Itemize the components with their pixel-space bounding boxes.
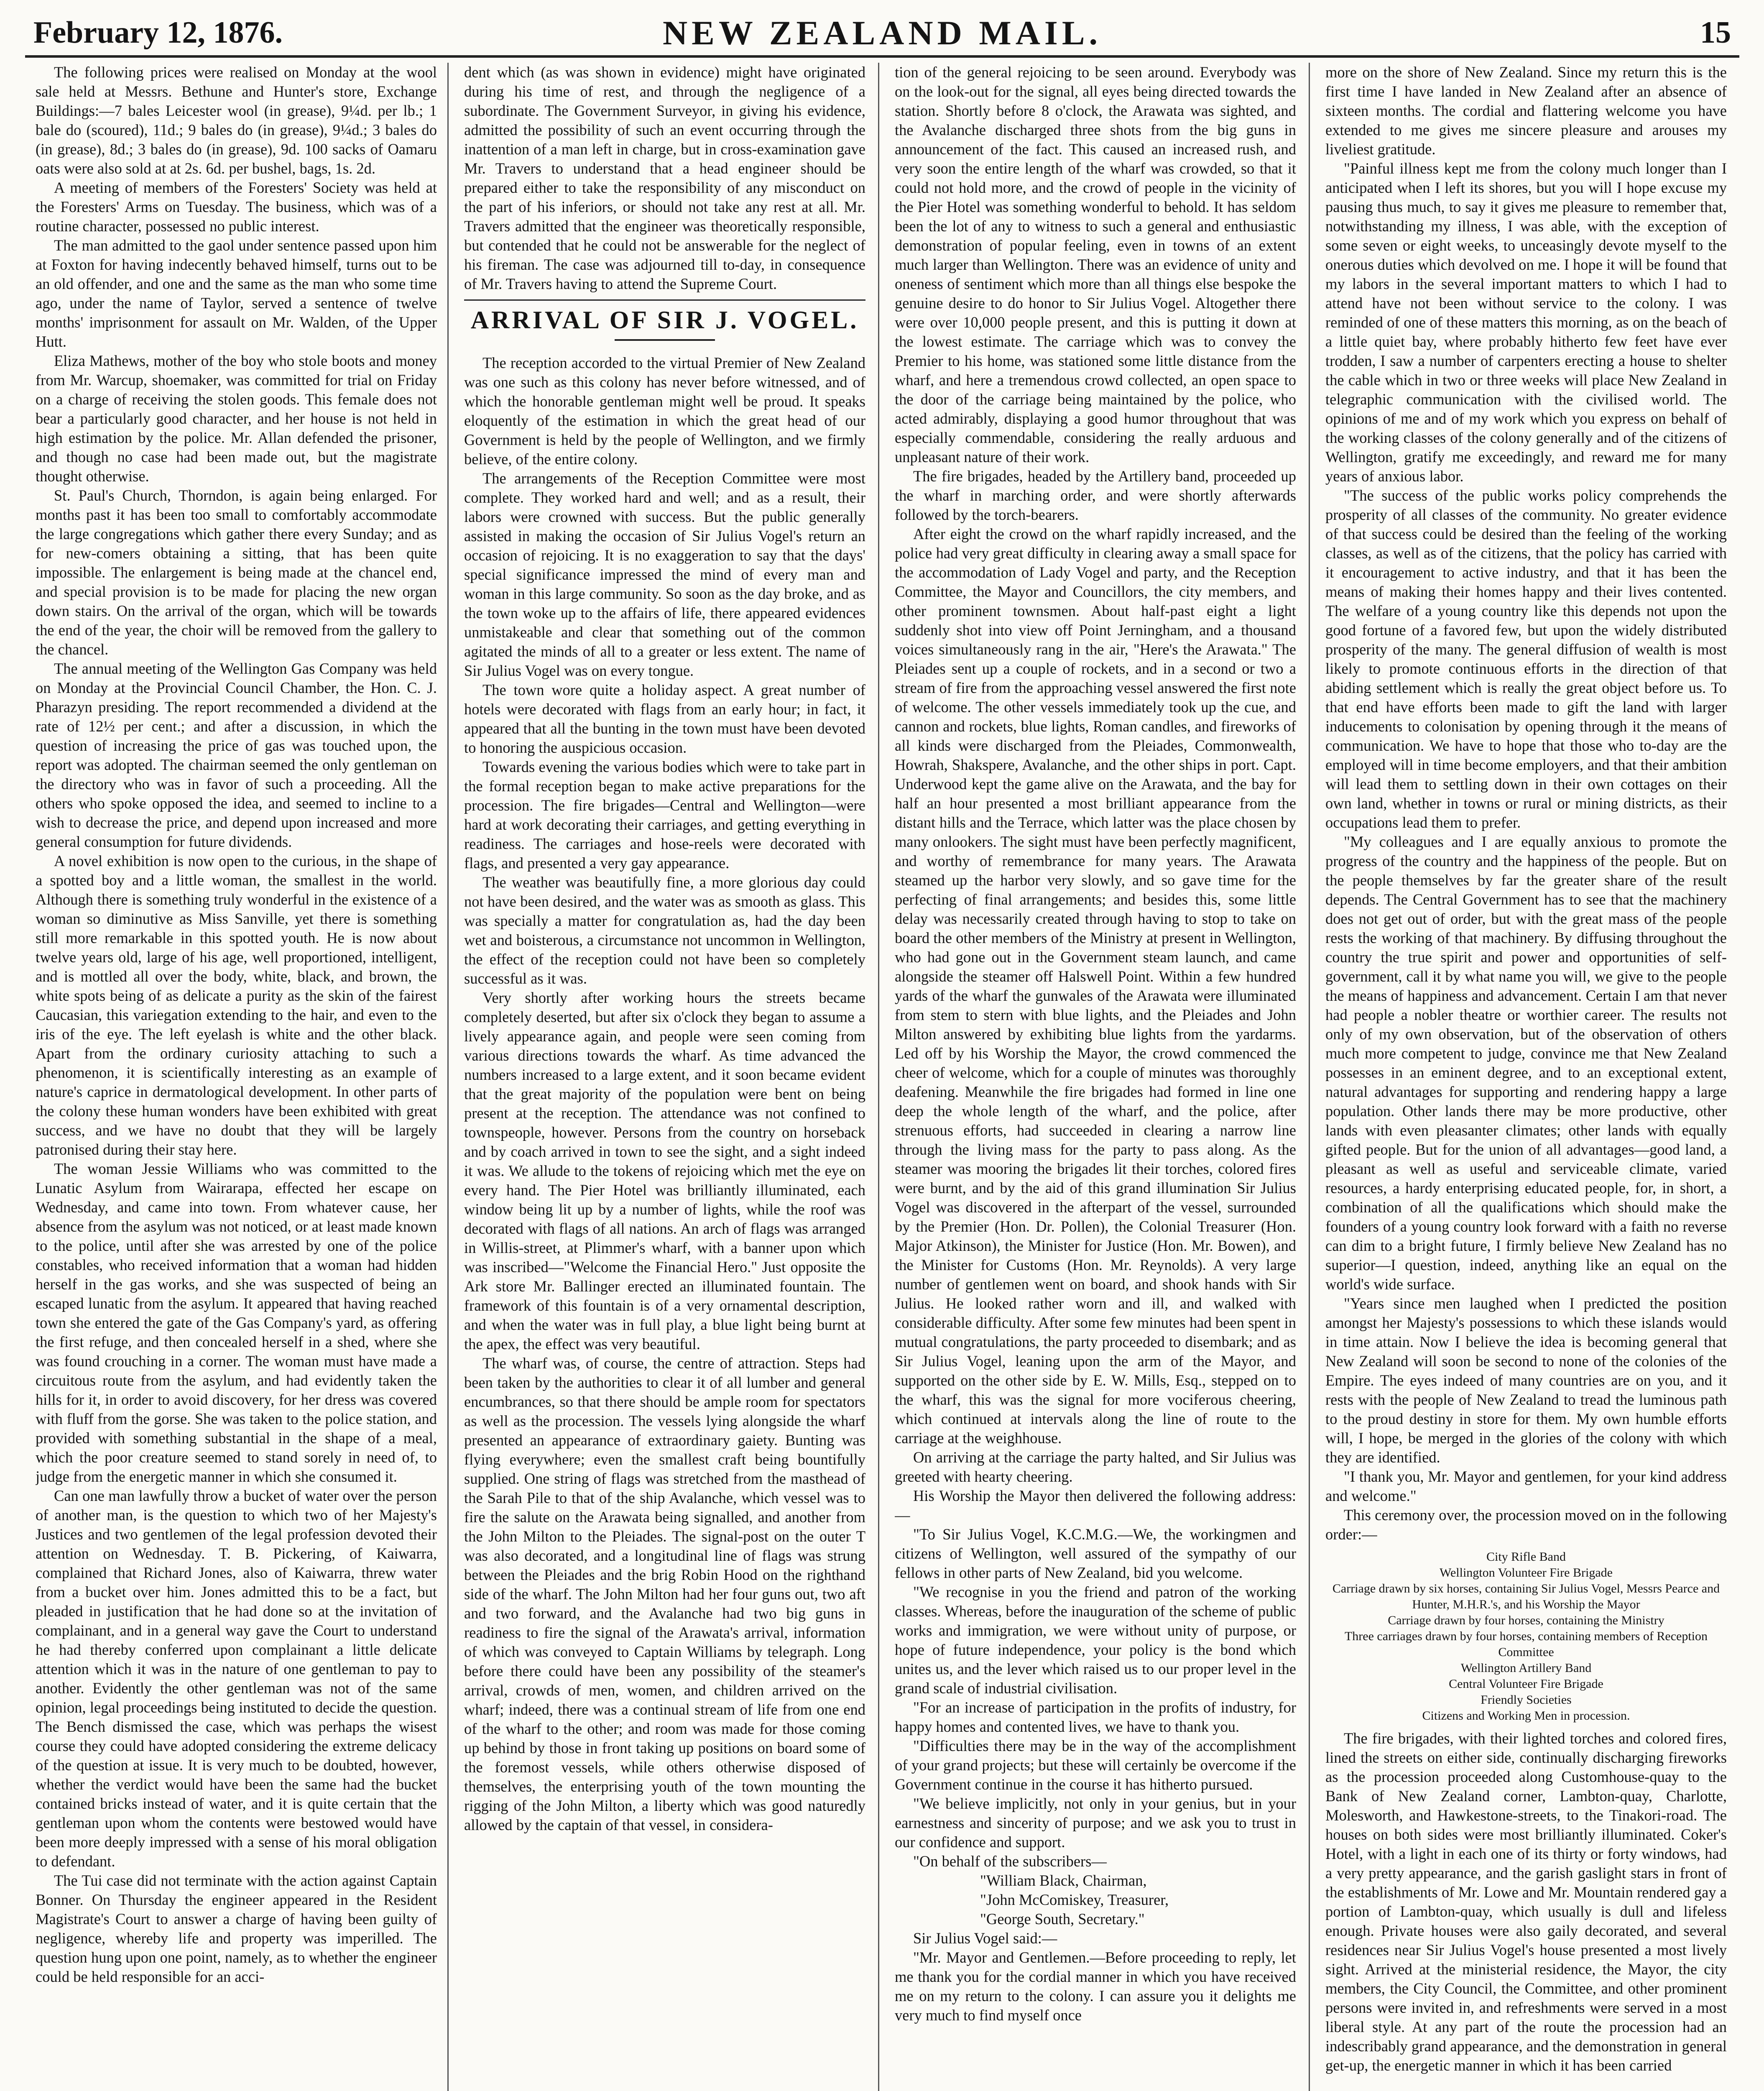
procession-item: Friendly Societies: [1481, 1693, 1572, 1707]
procession-item: City Rifle Band: [1486, 1550, 1566, 1564]
article-paragraph: St. Paul's Church, Thorndon, is again being enlarged. For months past it has been too small to comfortably accommodate the large congregations which gather there every Sunday; and as for new-comers obtaining a sitting, that has been quite impossible. The enlargement is being made at the chancel end, and special provision is to be made for placing the new organ down stairs. On the arrival of the organ, which will be towards the end of the year, the choir will be removed from the gallery to the chancel.: [36, 487, 437, 658]
article-paragraph: Sir Julius Vogel said:—: [913, 1930, 1057, 1947]
column-rule: [878, 63, 879, 2091]
article-paragraph: "Years since men laughed when I predicted the position amongst her Majesty's possessions to which these islands would in time attain. Now I believe the idea is becoming general that New Zealand will soon be second to none of the colonies of the Empire. The eyes indeed of many countries are on you, and it rests with the people of New Zealand to tread the luminous path to the proud destiny in store for them. My own humble efforts will, I hope, be merged in the glories of the colony with which they are identified.: [1325, 1295, 1727, 1466]
article-paragraph: The weather was beautifully fine, a more glorious day could not have been desired, and the water was as smooth as glass. This was specially a matter for congratulation as, had the day been wet and boisterous, a circumstance not uncommon in Wellington, the effect of the reception could not have been so completely successful as it was.: [464, 874, 865, 987]
procession-item: Carriage drawn by four horses, containing the Ministry: [1388, 1613, 1664, 1627]
article-paragraph: "Difficulties there may be in the way of the accomplishment of your grand projects; but these will certainly be overcome if the Government continue in the course it has hitherto pursued.: [895, 1737, 1296, 1793]
procession-item: Wellington Artillery Band: [1460, 1661, 1592, 1675]
headline-rule: [615, 339, 715, 341]
article-paragraph: The fire brigades, headed by the Artillery band, proceeded up the wharf in marching order, and were shortly afterwards followed by the torch-bearers.: [895, 468, 1296, 523]
procession-item: Citizens and Working Men in procession.: [1422, 1709, 1630, 1723]
signatory: "William Black, Chairman,: [980, 1872, 1147, 1889]
article-paragraph: His Worship the Mayor then delivered the following address:—: [895, 1487, 1296, 1524]
article-paragraph: "On behalf of the subscribers—: [913, 1853, 1107, 1870]
column-3: [895, 63, 1296, 2091]
article-paragraph: The fire brigades, with their lighted torches and colored fires, lined the streets on either side, continually discharging fireworks as the procession proceeded along Customhouse-quay to the Bank of New Zealand corner, Lambton-quay, Charlotte, Molesworth, and Hawkestone-streets, to the Tinakori-road. The houses on both sides were most brilliantly illuminated. Coker's Hotel, with a light in each one of its thirty or forty windows, had a very pretty appearance, and the garish gaslight stars in front of the establishments of Mr. Lowe and Mr. Mountain rendered gay a portion of Lambton-quay, which usually is dull and lifeless enough. Private houses were also gaily decorated, and several residences near Sir Julius Vogel's house presented a most lively sight. Arrived at the ministerial residence, the Mayor, the city members, the City Council, the Committee, and other prominent persons were invited in, and refreshments were served in a most liberal style. At any part of the route the procession had an indescribably grand appearance, and the demonstration in general get-up, the energetic manner in which it has been carried: [1325, 1730, 1727, 2074]
article-paragraph: The arrangements of the Reception Committee were most complete. They worked hard and well; and as a result, their labors were crowned with success. But the public generally assisted in making the occasion of Sir Julius Vogel's return an occasion of rejoicing. It is no exaggeration to say that the days' special significance impressed the mind of every man and woman in this large community. So soon as the day broke, and as the town woke up to the affairs of life, there appeared evidences unmistakeable and clear that something out of the common agitated the minds of all to a greater or less extent. The name of Sir Julius Vogel was on every tongue.: [464, 470, 865, 679]
article-paragraph: "Mr. Mayor and Gentlemen.—Before proceeding to reply, let me thank you for the cordial manner in which you have received me on my return to the colony. I can assure you it delights me very much to find myself once: [895, 1949, 1296, 2024]
article-paragraph: Eliza Mathews, mother of the boy who stole boots and money from Mr. Warcup, shoemaker, was committed for trial on Friday on a charge of receiving the stolen goods. This female does not bear a particularly good character, and her house is not held in high estimation by the police. Mr. Allan defended the prisoner, and though no case had been made out, but the magistrate thought otherwise.: [36, 352, 437, 485]
article-paragraph: "We believe implicitly, not only in your genius, but in your earnestness and sincerity of purpose; and we ask you to trust in our confidence and support.: [895, 1795, 1296, 1851]
article-paragraph: Towards evening the various bodies which were to take part in the formal reception began to make active preparations for the procession. The fire brigades—Central and Wellington—were hard at work decorating their carriages, and getting everything in readiness. The carriages and hose-reels were decorated with flags, and presented a very gay appearance.: [464, 758, 865, 872]
signatory: "John McComiskey, Treasurer,: [980, 1891, 1169, 1908]
column-rule: [1309, 63, 1310, 2091]
article-paragraph: "We recognise in you the friend and patron of the working classes. Whereas, before the inauguration of the scheme of public works and immigration, we were without unity of purpose, or hope of future independence, your policy is the bond which unites us, and the lever which raised us to our proper level in the grand scale of industrial civilisation.: [895, 1583, 1296, 1697]
masthead-title: NEW ZEALAND MAIL.: [662, 14, 1102, 52]
article-paragraph: The reception accorded to the virtual Premier of New Zealand was one such as this colony has never before witnessed, and of which the honorable gentleman might well be proud. It speaks eloquently of the estimation in which the great head of our Government is held by the people of Wellington, and we firmly believe, of the entire colony.: [464, 354, 865, 468]
column-4: [1325, 63, 1727, 2091]
article-paragraph: Can one man lawfully throw a bucket of water over the person of another man, is the question to which two of her Majesty's Justices and two gentlemen of the legal profession devoted their attention on Wednesday. T. B. Pickering, of Kaiwarra, complained that Richard Jones, also of Kaiwarra, threw water from a bucket over him. Jones admitted this to be a fact, but pleaded in justification that he had done so at the invitation of complainant, and in a general way gave the Court to understand he had thereby conferred upon complainant a little delicate attention which it was in the nature of one gentleman to pay to another. Evidently the other gentleman was not of the same opinion, legal proceedings being instituted to decide the question. The Bench dismissed the case, which was perhaps the wisest course they could have adopted considering the extreme delicacy of the question at issue. It is very much to be doubted, however, whether the verdict would have been the same had the bucket contained bricks instead of water, and it is quite certain that the gentleman upon whom the contents were bestowed would have been more deeply impressed with a sense of his moral obligation to defendant.: [36, 1487, 437, 1870]
article-paragraph: The woman Jessie Williams who was committed to the Lunatic Asylum from Wairarapa, effected her escape on Wednesday, and came into town. From whatever cause, her absence from the asylum was not noticed, or at least made known to the police, until after she was arrested by one of the police constables, who received information that a woman had hidden herself in the gas works, and she was suspected of being an escaped lunatic from the asylum. It appeared that having reached town she entered the gate of the Gas Company's yard, as offering the first refuge, and then concealed herself in a shed, where she was found crouching in a corner. The woman must have made a circuitous route from the asylum, and had evidently taken the hills for it, in order to avoid discovery, for her dress was covered with fluff from the gorse. She was taken to the police station, and provided with something substantial in the shape of a meal, which the poor creature seemed to stand sorely in need of, to judge from the energetic manner in which she consumed it.: [36, 1160, 437, 1485]
article-paragraph: The wharf was, of course, the centre of attraction. Steps had been taken by the authorities to clear it of all lumber and general encumbrances, so that there should be ample room for spectators as well as the procession. The vessels lying alongside the wharf presented an appearance of extraordinary gaiety. Bunting was flying everywhere; even the smallest craft being bountifully supplied. One string of flags was stretched from the masthead of the Sarah Pile to that of the ship Avalanche, which vessel was to fire the salute on the Arawata being signalled, and another from the John Milton to the Pleiades. The signal-post on the outer T was also decorated, and a longitudinal line of flags was strung between the Pleiades and the brig Robin Hood on the righthand side of the wharf. The John Milton had her four guns out, two aft and two forward, and the Avalanche had two big guns in readiness to fire the signal of the Arawata's arrival, information of which was conveyed to Captain Williams by telegraph. Long before there could have been any possibility of the steamer's arrival, crowds of men, women, and children arrived on the wharf; indeed, there was a continual stream of life from one end of the wharf to the other; and room was made for those coming up behind by those in front taking up positions on board some of the foremost vessels, while others otherwise disposed of themselves, the enterprising youth of the town mounting the rigging of the John Milton, a liberty which was good naturedly allowed by the captain of that vessel, in considera-: [464, 1355, 865, 1833]
article-paragraph: "Painful illness kept me from the colony much longer than I anticipated when I left its shores, but you will I hope excuse my pausing thus much, to say it gives me pleasure to remember that, notwithstanding my illness, I was able, with the exception of some seven or eight weeks, to unceasingly devote myself to the onerous duties which devolved on me. I hope it will be found that my labors in the several important matters to which I had to attend have not been without service to the colony. I was reminded of one of these matters this morning, as on the beach of a little quiet bay, where probably hitherto few feet have ever trodden, I saw a number of carpenters erecting a house to shelter the cable which in two or three weeks will place New Zealand in telegraphic communication with the civilised world. The opinions of me and of my work which you express on behalf of the working classes of the colony generally and of the citizens of Wellington, gratify me exceedingly, and reward me for many years of anxious labor.: [1325, 160, 1727, 485]
article-paragraph: The town wore quite a holiday aspect. A great number of hotels were decorated with flags from an early hour; in fact, it appeared that all the bunting in the town must have been devoted to honoring the auspicious occasion.: [464, 681, 865, 756]
article-paragraph: tion of the general rejoicing to be seen around. Everybody was on the look-out for the signal, all eyes being directed towards the station. Shortly before 8 o'clock, the Arawata was sighted, and the Avalanche discharged three shots from the big guns in announcement of the fact. This caused an increased rush, and very soon the entire length of the wharf was crowded, so that it could not hold more, and the crowd of people in the vicinity of the Pier Hotel was something wonderful to behold. It has seldom been the lot of any to witness to such a general and enthusiastic demonstration of popular feeling, even in towns of an extent much larger than Wellington. There was an evidence of unity and oneness of sentiment which more than all things else bespoke the genuine desire to do honor to Sir Julius Vogel. Altogether there were over 10,000 people present, and this is putting it down at the lowest estimate. The carriage which was to convey the Premier to his home, was stationed some little distance from the wharf, and here a tremendous crowd collected, an open space to the door of the carriage being maintained by the police, who acted admirably, displaying a good humor throughout that was especially commendable, considering the really arduous and unpleasant nature of their work.: [895, 64, 1296, 465]
section-divider: [464, 299, 865, 301]
article-paragraph: The man admitted to the gaol under sentence passed upon him at Foxton for having indecently behaved himself, turns out to be an old offender, and one and the same as the man who some time ago, under the name of Taylor, served a sentence of twelve months' imprisonment for assault on Mr. Walden, of the Upper Hutt.: [36, 237, 437, 350]
article-paragraph: After eight the crowd on the wharf rapidly increased, and the police had very great difficulty in clearing away a small space for the accommodation of Lady Vogel and party, and the Reception Committee, the Mayor and Councillors, the city members, and other prominent townsmen. About half-past eight a light suddenly shot into view off Point Jerningham, and a thousand voices simultaneously rang in the air, "Here's the Arawata." The Pleiades sent up a couple of rockets, and in a second or two a stream of fire from the approaching vessel answered the first note of welcome. The other vessels immediately took up the cue, and cannon and rockets, blue lights, Roman candles, and fireworks of all kinds were discharged from the Pleiades, Commonwealth, Howrah, Shakspere, Avalanche, and the other ships in port. Capt. Underwood kept the game alive on the Arawata, and the bay for half an hour presented a most brilliant appearance from the distant hills and the Terrace, which latter was the place chosen by many onlookers. The sight must have been perfectly magnificent, and worthy of remembrance for many years. The Arawata steamed up the harbor very slowly, and so gave time for the perfecting of final arrangements; and besides this, some little delay was necessarily created through having to stop to take on board the other members of the Ministry at present in Wellington, who had gone out in the Government steam launch, and came alongside the steamer off Halswell Point. Within a few hundred yards of the wharf the gunwales of the Arawata were illuminated from stem to stern with blue lights, and the Pleiades and John Milton answered by exhibiting blue lights from the yardarms. Led off by his Worship the Mayor, the crowd commenced the cheer of welcome, which for a couple of minutes was thoroughly deafening. Meanwhile the fire brigades had formed in line one deep the whole length of the wharf, and the police, after strenuous efforts, had succeeded in clearing a narrow line through the living mass for the party to pass along. As the steamer was mooring the brigades lit their torches, colored fires were burnt, and by the aid of this grand illumination Sir Julius Vogel was discovered in the afterpart of the vessel, surrounded by the Premier (Hon. Dr. Pollen), the Colonial Treasurer (Hon. Major Atkinson), the Minister for Justice (Hon. Mr. Bowen), and the Minister for Customs (Hon. Mr. Reynolds). A very large number of gentlemen went on board, and shook hands with Sir Julius. He looked rather worn and ill, and walked with considerable difficulty. After some few minutes had been spent in mutual congratulations, the party proceeded to disembark; and as Sir Julius Vogel, leaning upon the arm of the Mayor, and supported on the other side by E. W. Mills, Esq., stepped on to the wharf, this was the signal for more vociferous cheering, which continued at intervals along the line of route to the carriage at the weighhouse.: [895, 525, 1296, 1447]
article-paragraph: The following prices were realised on Monday at the wool sale held at Messrs. Bethune and Hunter's store, Exchange Buildings:—7 bales Leicester wool (in grease), 9¼d. per lb.; 1 bale do (scoured), 11d.; 9 bales do (in grease), 9¼d.; 3 bales do (in grease), 8d.; 3 bales do (in grease), 9d. 100 sacks of Oamaru oats were also sold at at 2s. 6d. per bushel, bags, 1s. 2d.: [36, 64, 437, 177]
article-paragraph: dent which (as was shown in evidence) might have originated during his time of rest, and through the negligence of a subordinate. The Government Surveyor, in giving his evidence, admitted the possibility of such an event occurring through the inattention of a man left in charge, but in cross-examination gave Mr. Travers to understand that a head engineer should be prepared either to take the responsibility of any misconduct on the part of his inferiors, or should not take any rest at all. Mr. Travers admitted that the engineer was theoretically responsible, but contended that he could not be answerable for the neglect of his fireman. The case was adjourned till to-day, in consequence of Mr. Travers having to attend the Supreme Court.: [464, 64, 865, 292]
column-rule: [447, 63, 449, 2091]
masthead: [25, 9, 1739, 58]
article-paragraph: A meeting of members of the Foresters' Society was held at the Foresters' Arms on Tuesday. The business, which was of a routine character, possessed no public interest.: [36, 179, 437, 235]
page-number: 15: [1700, 15, 1731, 50]
procession-item: Carriage drawn by six horses, containing Sir Julius Vogel, Messrs Pearce and Hunter, M.H.R.'s, and his Worship the Mayor: [1332, 1582, 1720, 1611]
signatory: "George South, Secretary.": [980, 1910, 1145, 1927]
article-paragraph: The Tui case did not terminate with the action against Captain Bonner. On Thursday the engineer appeared in the Resident Magistrate's Court to answer a charge of having been guilty of negligence, whereby life and property was imperilled. The question hung upon one point, namely, as to whether the engineer could be held responsible for an acci-: [36, 1872, 437, 1985]
column-1: [36, 63, 437, 2091]
article-paragraph: "For an increase of participation in the profits of industry, for happy homes and contented lives, we have to thank you.: [895, 1699, 1296, 1735]
article-paragraph: more on the shore of New Zealand. Since my return this is the first time I have landed in New Zealand after an absence of sixteen months. The cordial and flattering welcome you have extended to me gives me sincere pleasure and arouses my liveliest gratitude.: [1325, 64, 1727, 158]
article-paragraph: A novel exhibition is now open to the curious, in the shape of a spotted boy and a little woman, the smallest in the world. Although there is something truly wonderful in the existence of a woman so diminutive as Miss Sanville, yet there is something still more remarkable in this spotted youth. He is now about twelve years old, large of his age, well proportioned, intelligent, and is mottled all over the body, white, black, and brown, the white spots being of as delicate a purity as the skin of the fairest Caucasian, this variegation extending to the hair, and even to the iris of the eye. The left eyelash is white and the other black. Apart from the ordinary curiosity attaching to such a phenomenon, it is scientifically interesting as an example of nature's caprice in dermatological development. In other parts of the colony these human wonders have been exhibited with great success, and we have no doubt that they will be largely patronised during their stay here.: [36, 852, 437, 1158]
masthead-date: February 12, 1876.: [33, 15, 283, 50]
article-paragraph: "My colleagues and I are equally anxious to promote the progress of the country and the happiness of the people. But on the people themselves by far the greater share of the result depends. The Central Government has to see that the machinery does not get out of order, but with the great mass of the people rests the working of that machinery. By diffusing throughout the country the true spirit and power and opportunities of self-government, call it by what name you will, we give to the people the means of happiness and advancement. Certain I am that never had people a nobler theatre or worthier career. The results not only of my own observation, but of the observation of others much more competent to judge, convince me that New Zealand possesses in an eminent degree, and to an exceptional extent, natural advantages for supporting and rendering happy a large population. Other lands there may be more productive, other lands with even pleasanter climates; other lands with equally gifted people. But for the union of all advantages—good land, a pleasant as well as useful and serviceable climate, varied resources, a hardy enterprising educated people, for, in short, a combination of all the qualifications which should make the founders of a young country look forward with a faith no reverse can dim to a bright future, I firmly believe New Zealand has no superior—I question, indeed, anything like an equal on the world's wide surface.: [1325, 833, 1727, 1293]
article-paragraph: The annual meeting of the Wellington Gas Company was held on Monday at the Provincial Council Chamber, the Hon. C. J. Pharazyn presiding. The report recommended a dividend at the rate of 12½ per cent.; and after a discussion, in which the question of increasing the price of gas was touched upon, the report was adopted. The chairman seemed the only gentleman on the directory who was in favor of such a proceeding. All the others who spoke opposed the idea, and seemed to incline to a wish to decrease the price, and depend upon increased and more general consumption for future dividends.: [36, 660, 437, 850]
procession-item: Central Volunteer Fire Brigade: [1449, 1677, 1603, 1691]
procession-item: Three carriages drawn by four horses, containing members of Reception Committee: [1344, 1629, 1708, 1659]
article-paragraph: "I thank you, Mr. Mayor and gentlemen, for your kind address and welcome.": [1325, 1468, 1727, 1504]
headline: ARRIVAL OF SIR J. VOGEL.: [470, 306, 859, 334]
procession-item: Wellington Volunteer Fire Brigade: [1440, 1566, 1613, 1580]
article-paragraph: On arriving at the carriage the party halted, and Sir Julius was greeted with hearty cheering.: [895, 1449, 1296, 1485]
article-paragraph: Very shortly after working hours the streets became completely deserted, but after six o'clock they began to assume a lively appearance again, and people were seen coming from various directions towards the wharf. As time advanced the numbers increased to a large extent, and it soon became evident that the great majority of the population were bent on being present at the reception. The attendance was not confined to townspeople, however. Persons from the country on horseback and by coach arrived in town to see the sight, and a sight indeed it was. We allude to the tokens of rejoicing which met the eye on every hand. The Pier Hotel was brilliantly illuminated, each window being lit up by a number of lights, while the roof was decorated with flags of all nations. An arch of flags was arranged in Willis-street, at Plimmer's wharf, with a banner upon which was inscribed—"Welcome the Financial Hero." Just opposite the Ark store Mr. Ballinger erected an illuminated fountain. The framework of this fountain is of a very ornamental description, and when the water was in full play, a blue light being burnt at the apex, the effect was very beautiful.: [464, 989, 865, 1352]
article-paragraph: "The success of the public works policy comprehends the prosperity of all classes of the community. No greater evidence of that success could be desired than the feeling of the working classes, as well as of the citizens, that the policy has carried with it encouragement to active industry, and that it has been the means of making their homes happy and their lives contented. The welfare of a young country like this depends not upon the good fortune of a favored few, but upon the widely distributed prosperity of the many. The general diffusion of wealth is most likely to promote continuous efforts in the direction of that abiding settlement which is really the great object before us. To that end have efforts been made to gift the land with larger inducements to colonisation by opening through it the means of communication. We have to hope that those who to-day are the employed will in time become employers, and that their ambition will lead them to settling down in their own cottages on their own land, whether in towns or rural or mining districts, as their occupations lead them to prefer.: [1325, 487, 1727, 831]
column-2: [464, 63, 865, 2091]
article-paragraph: "To Sir Julius Vogel, K.C.M.G.—We, the workingmen and citizens of Wellington, well assured of the sympathy of our fellows in other parts of New Zealand, bid you welcome.: [895, 1526, 1296, 1581]
article-paragraph: This ceremony over, the procession moved on in the following order:—: [1325, 1506, 1727, 1543]
